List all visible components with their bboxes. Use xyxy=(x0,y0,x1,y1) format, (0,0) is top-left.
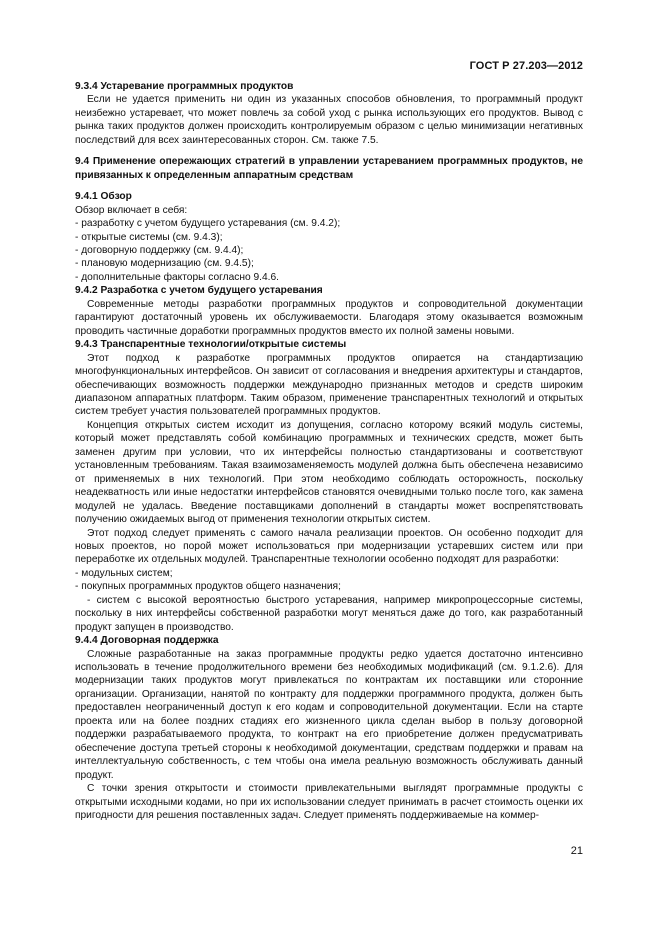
paragraph: С точки зрения открытости и стоимости привлекательными выглядят программные продукты с открытыми исходными кодами, но при их использовании следует принимать в расчет стоимость оценки их пригодности для решения поставленных задач. Следует применять поддерживаемые на коммер- xyxy=(75,783,583,822)
page-number: 21 xyxy=(570,845,583,857)
list-item: - покупных программных продуктов общего назначения; xyxy=(75,581,341,593)
list-item: - открытые системы (см. 9.4.3); xyxy=(75,231,223,243)
list-item: - модульных систем; xyxy=(75,567,173,579)
paragraph: Концепция открытых систем исходит из допущения, согласно которому всякий модуль системы, который может представлять собой комбинацию программных и технических средств, может быть заменен другим при условии, что их интерфейсы полностью стандартизованы и соответствуют установленным требованиям. Такая взаимозаменяемость модулей должна быть обеспечена независимо от применяемых в них технологий. При этом необходимо соблюдать осторожность, поскольку неадекватность или иные недостатки интерфейсов становятся очевидными только после того, как замена модулей не удалась. Введение поставщиками дополнений в стандарты может воспрепятствовать получению ожидаемых выгод от применения технологии открытых систем. xyxy=(75,419,583,526)
heading-9-3-4: 9.3.4 Устаревание программных продуктов xyxy=(75,81,294,92)
paragraph: Современные методы разработки программных продуктов и сопроводительной документации гарантируют достаточный уровень их обслуживаемости. Благодаря этому оказывается возможным проводить частичные доработки программных продуктов вместо их полной замены новыми. xyxy=(75,298,583,337)
heading-9-4-1: 9.4.1 Обзор xyxy=(75,191,132,203)
list-item: - разработку с учетом будущего устаревания (см. 9.4.2); xyxy=(75,218,341,230)
heading-9-4-3: 9.4.3 Транспарентные технологии/открытые системы xyxy=(75,339,347,351)
heading-9-4: 9.4 Применение опережающих стратегий в управлении устареванием программных продуктов, не привязанных к определенным аппаратным средствам xyxy=(75,156,583,181)
overview-list xyxy=(75,217,583,284)
list-item: - систем с высокой вероятностью быстрого устаревания, например микропроцессорные системы, поскольку в них интерфейсы собственной разработки могут меняться даже до того, как разработанный продукт запущен в производство. xyxy=(75,594,583,633)
list-item: - плановую модернизацию (см. 9.4.5); xyxy=(75,258,254,270)
paragraph: Сложные разработанные на заказ программные продукты редко удается достаточно интенсивно использовать в течение продолжительного времени без необходимых модификаций (см. 9.1.2.6). Для модернизации таких продуктов могут привлекаться по контрактам их поставщики или сторонние организации. Организации, нанятой по контракту для поддержки программного продукта, должен быть предоставлен неограниченный доступ к его кодам и сопроводительной документации. Если на старте проекта или на более поздних стадиях его жизненного цикла сделан выбор в пользу договорной поддержки разрабатываемого продукта, то контракт на его приобретение должен предусматривать обеспечение доступа третьей стороны к необходимой документации, средствам поддержки и правам на интеллектуальную собственность, с тем чтобы она имела реальную возможность обслуживать данный продукт. xyxy=(75,648,583,781)
paragraph: Обзор включает в себя: xyxy=(75,204,188,216)
paragraph: Этот подход к разработке программных продуктов опирается на стандартизацию многофункциональных интерфейсов. Он зависит от согласования и внедрения архитектуры и стандартов, обеспечивающих возможность поддержки международно признанных методов и средств широким диапазоном аппаратных платформ. Таким образом, применение транспарентных технологий и открытых систем требует участия пользователей программных продуктов. xyxy=(75,352,583,418)
heading-9-4-2: 9.4.2 Разработка с учетом будущего устаревания xyxy=(75,285,323,297)
technology-list xyxy=(75,567,583,634)
standard-designation: ГОСТ Р 27.203—2012 xyxy=(469,60,583,72)
page-content xyxy=(75,80,583,822)
list-item: - договорную поддержку (см. 9.4.4); xyxy=(75,244,244,256)
heading-9-4-4: 9.4.4 Договорная поддержка xyxy=(75,635,219,647)
paragraph: Этот подход следует применять с самого начала реализации проектов. Он особенно подходит для новых проектов, но порой может использоваться при модернизации устаревших систем или при переработке их отдельных модулей. Транспарентные технологии особенно подходят для разработки: xyxy=(75,527,583,566)
list-item: - дополнительные факторы согласно 9.4.6. xyxy=(75,271,279,283)
paragraph: Если не удается применить ни один из указанных способов обновления, то программный продукт неизбежно устаревает, что может повлечь за собой уход с рынка использующих его продуктов. Вывод с рынка таких продуктов должен происходить контролируемым образом с целью минимизации негативных последствий для всех заинтересованных сторон. См. также 7.5. xyxy=(75,94,583,146)
